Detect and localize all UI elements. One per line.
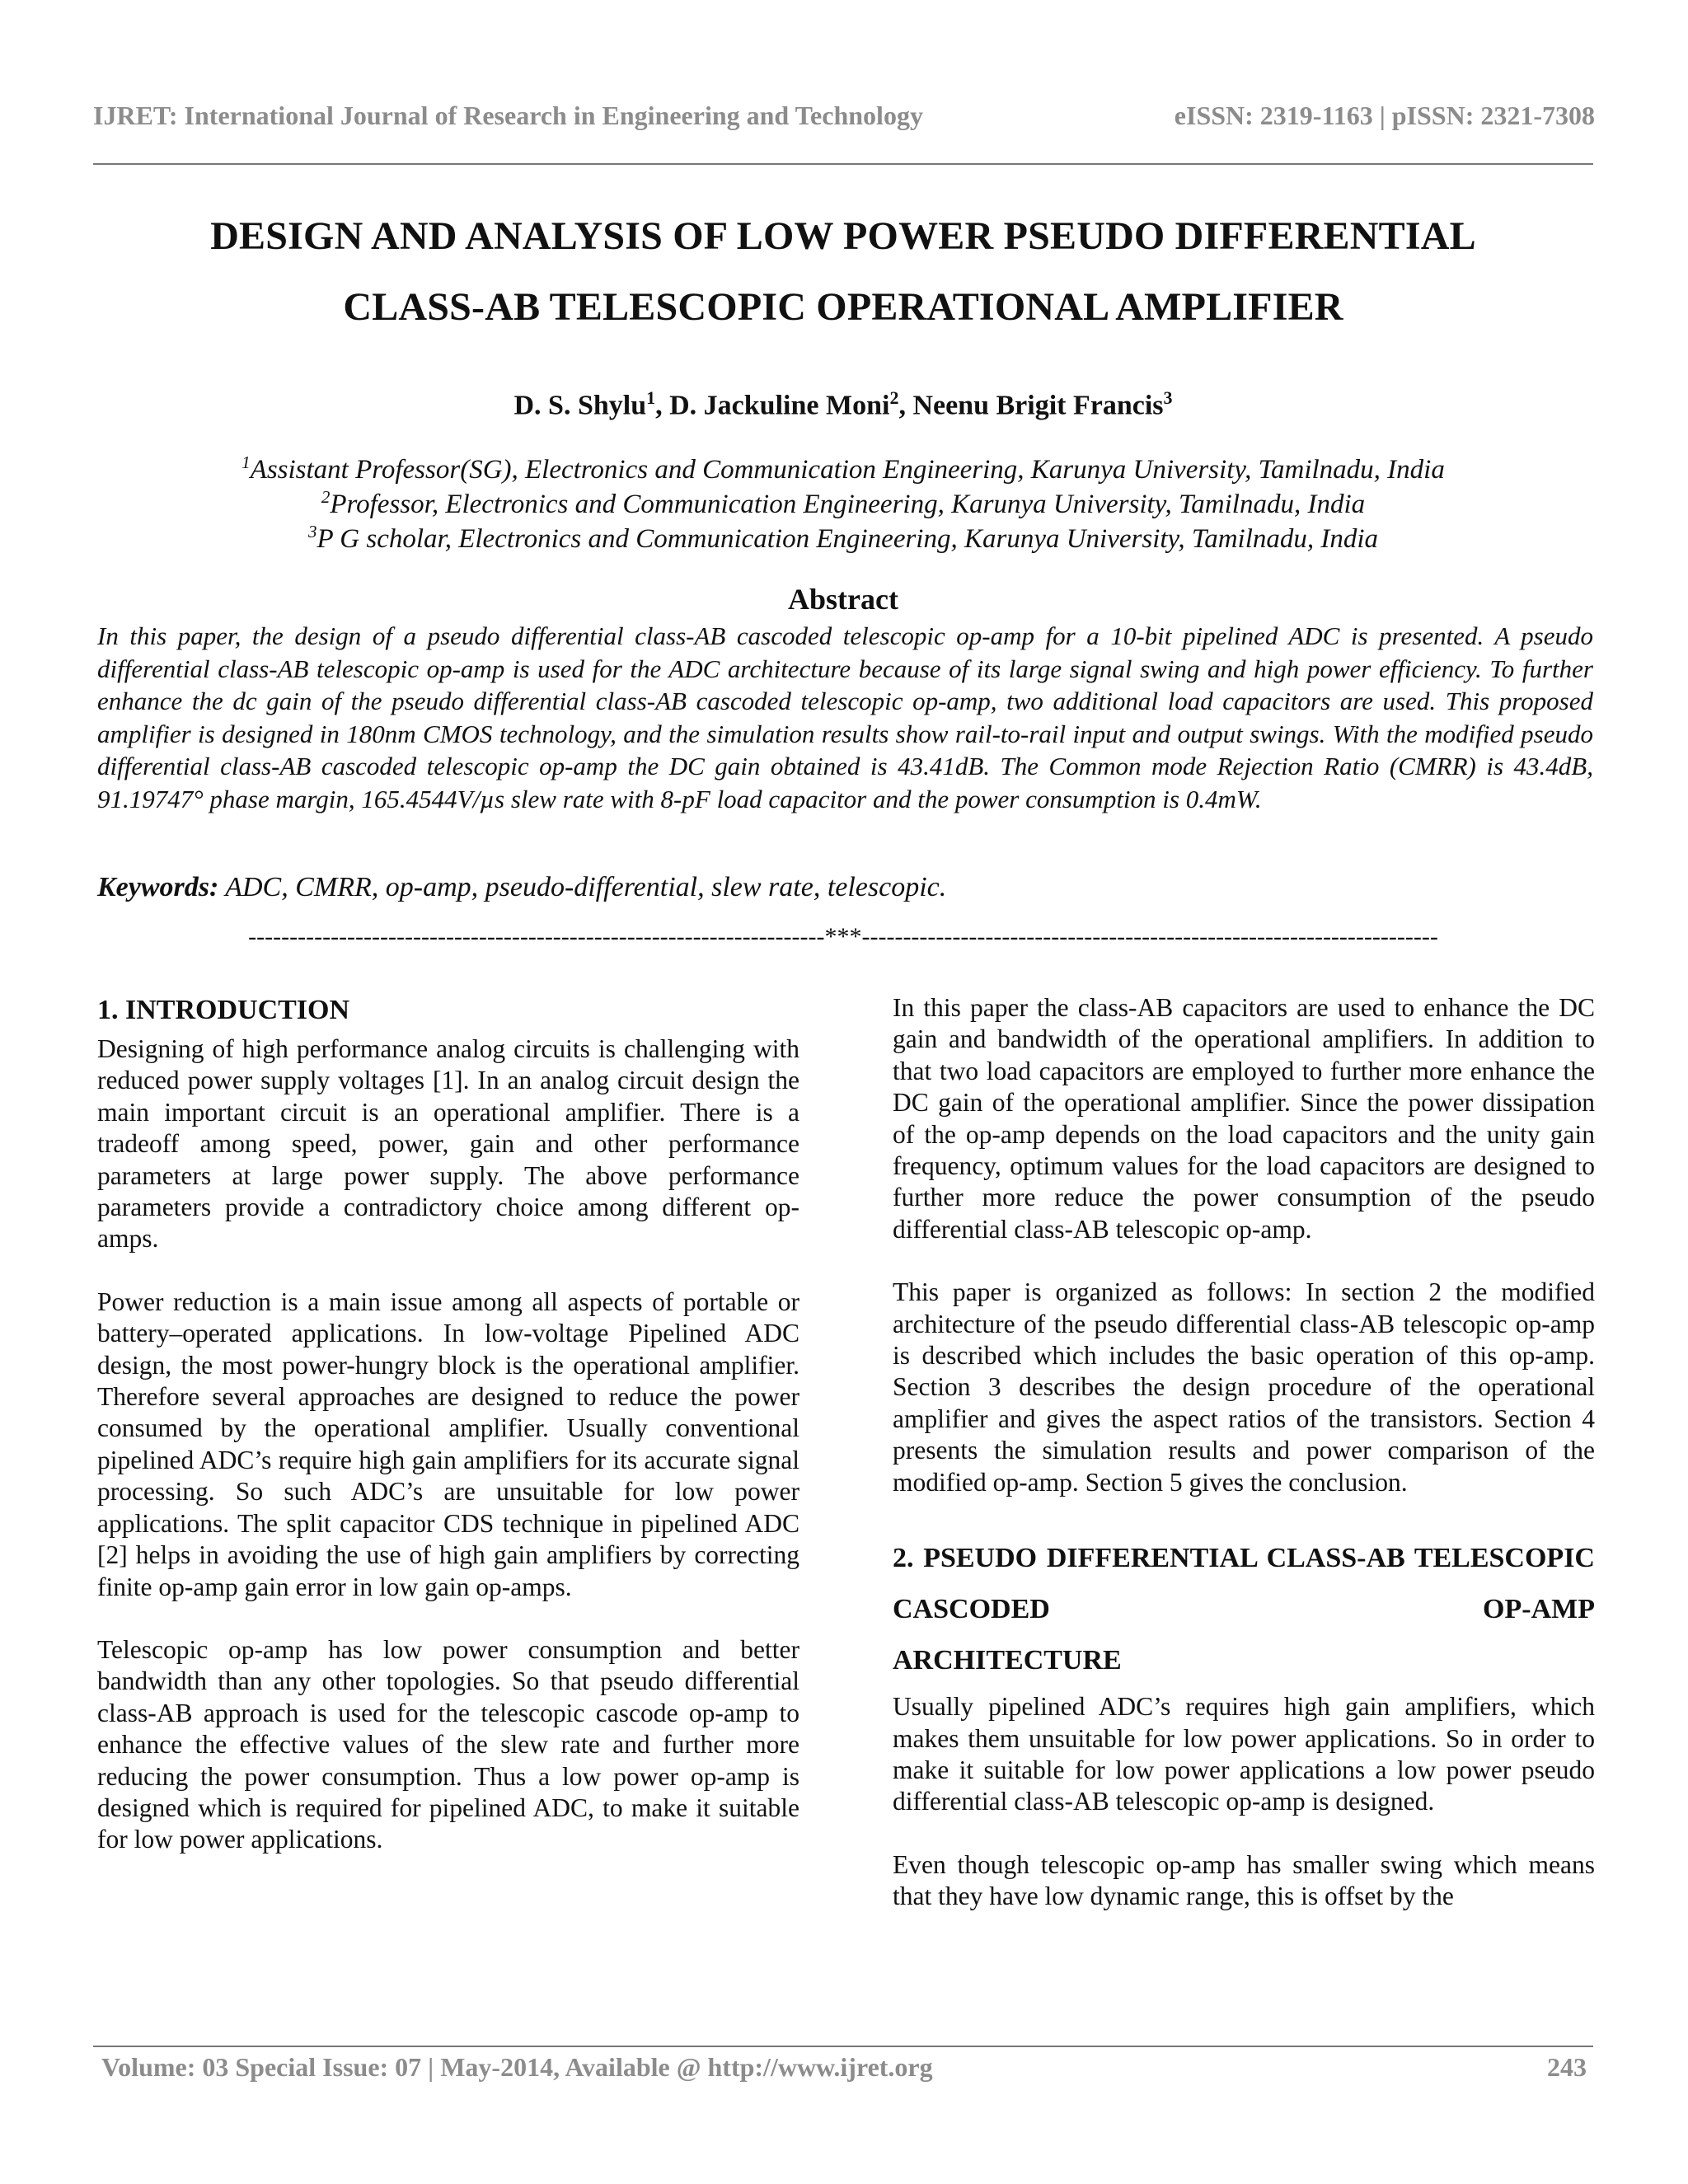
keywords-text: ADC, CMRR, op-amp, pseudo-differential, slew rate, telescopic. xyxy=(218,872,947,902)
keywords-label: Keywords: xyxy=(97,872,219,902)
right-column xyxy=(893,992,1595,1913)
body-paragraph: This paper is organized as follows: In section 2 the modified architecture of the pseudo differential class-AB telescopic op-amp is described which includes the basic operation of this op-amp. Section 3 describes the design procedure of the operational amplifier and gives the aspect ratios of the transistors. Section 4 presents the simulation results and power comparison of the modified op-amp. Section 5 gives the conclusion. xyxy=(893,1277,1595,1497)
author-name: D. Jackuline Moni xyxy=(669,390,890,421)
affiliation-mark: 1 xyxy=(241,452,251,472)
left-column xyxy=(97,992,799,1856)
section-separator: ----------------------------------------------------------------------***---------------------------------------------------------------------- xyxy=(248,923,1438,950)
author-list xyxy=(93,387,1593,421)
body-paragraph: Telescopic op-amp has low power consumption and better bandwidth than any other topologies. So that pseudo differential class-AB approach is used for the telescopic cascode op-amp to enhance the effective values of the slew rate and further more reducing the power consumption. Thus a low power op-amp is designed which is required for pipelined ADC, to make it suitable for low power applications. xyxy=(97,1634,799,1854)
header-rule xyxy=(93,163,1593,165)
paper-title xyxy=(93,201,1593,343)
affiliation-text: Professor, Electronics and Communication Engineering, Karunya University, Tamilnadu, India xyxy=(330,490,1366,519)
affiliation-mark: 3 xyxy=(307,522,317,541)
section-heading-architecture xyxy=(893,1533,1595,1686)
affiliation xyxy=(93,514,1593,556)
issn-numbers: eISSN: 2319-1163 | pISSN: 2321-7308 xyxy=(1174,101,1595,130)
title-line-1: DESIGN AND ANALYSIS OF LOW POWER PSEUDO DIFFERENTIAL xyxy=(210,214,1476,258)
page-number: 243 xyxy=(1547,2052,1587,2082)
author-name: D. S. Shylu xyxy=(513,390,647,421)
body-paragraph: Designing of high performance analog circuits is challenging with reduced power supply voltages [1]. In an analog circuit design the main important circuit is an operational amplifier. There is a tradeoff among speed, power, gain and other performance parameters at large power supply. The above performance parameters provide a contradictory choice among different op-amps. xyxy=(97,1034,799,1254)
affiliation-text: P G scholar, Electronics and Communication Engineering, Karunya University, Tamilnadu, India xyxy=(316,524,1379,554)
abstract-body: In this paper, the design of a pseudo differential class-AB cascoded telescopic op-amp for a 10-bit pipelined ADC is presented. A pseudo differential class-AB telescopic op-amp is used for the ADC architecture because of its large signal swing and high power efficiency. To further enhance the dc gain of the pseudo differential class-AB cascoded telescopic op-amp, two additional load capacitors are used. This proposed amplifier is designed in 180nm CMOS technology, and the simulation results show rail-to-rail input and output swings. With the modified pseudo differential class-AB cascoded telescopic op-amp the DC gain obtained is 43.41dB. The Common mode Rejection Ratio (CMRR) is 43.4dB, 91.19747° phase margin, 165.4544V/µs slew rate with 8-pF load capacitor and the power consumption is 0.4mW. xyxy=(97,621,1593,813)
abstract-heading: Abstract xyxy=(788,583,898,616)
author-affil-mark: 3 xyxy=(1163,387,1173,408)
affiliation-mark: 2 xyxy=(321,487,331,507)
body-paragraph: Power reduction is a main issue among all aspects of portable or battery–operated applications. In low-voltage Pipelined ADC design, the most power-hungry block is the operational amplifier. Therefore several approaches are designed to reduce the power consumed by the operational amplifier. Usually conventional pipelined ADC’s require high gain amplifiers for its accurate signal processing. So such ADC’s are unsuitable for low power applications. The split capacitor CDS technique in pipelined ADC [2] helps in avoiding the use of high gain amplifiers by correcting finite op-amp gain error in low gain op-amps. xyxy=(97,1286,799,1601)
body-paragraph: Usually pipelined ADC’s requires high gain amplifiers, which makes them unsuitable for low power applications. So in order to make it suitable for low power applications a low power pseudo differential class-AB telescopic op-amp is designed. xyxy=(893,1692,1595,1816)
footer-rule xyxy=(93,2046,1593,2047)
journal-name: IJRET: International Journal of Research in Engineering and Technology xyxy=(93,101,923,130)
author-affil-mark: 2 xyxy=(889,387,899,408)
section-heading-text: 2. PSEUDO DIFFERENTIAL CLASS-AB TELESCOPIC CASCODED OP-AMP xyxy=(893,1543,1595,1625)
title-line-2: CLASS-AB TELESCOPIC OPERATIONAL AMPLIFIER xyxy=(343,285,1343,329)
author-affil-mark: 1 xyxy=(646,387,656,408)
author-separator: , xyxy=(655,390,670,421)
body-paragraph: In this paper the class-AB capacitors are used to enhance the DC gain and bandwidth of the operational amplifiers. In addition to that two load capacitors are employed to further more enhance the DC gain of the operational amplifier. Since the power dissipation of the op-amp depends on the load capacitors and the unity gain frequency, optimum values for the load capacitors are designed to further more reduce the power consumption of the pseudo differential class-AB telescopic op-amp. xyxy=(893,993,1595,1244)
affiliation-text: Assistant Professor(SG), Electronics and Communication Engineering, Karunya University, Tamilnadu, India xyxy=(250,455,1445,485)
keywords xyxy=(97,872,1593,903)
body-paragraph: Even though telescopic op-amp has smaller swing which means that they have low dynamic range, this is offset by the xyxy=(893,1849,1595,1911)
section-heading-last-line: ARCHITECTURE xyxy=(893,1645,1122,1676)
volume-info: Volume: 03 Special Issue: 07 | May-2014, Available @ http://www.ijret.org xyxy=(101,2052,933,2082)
author-separator: , xyxy=(898,390,913,421)
author-name: Neenu Brigit Francis xyxy=(912,390,1164,421)
section-heading-introduction: 1. INTRODUCTION xyxy=(97,995,350,1025)
